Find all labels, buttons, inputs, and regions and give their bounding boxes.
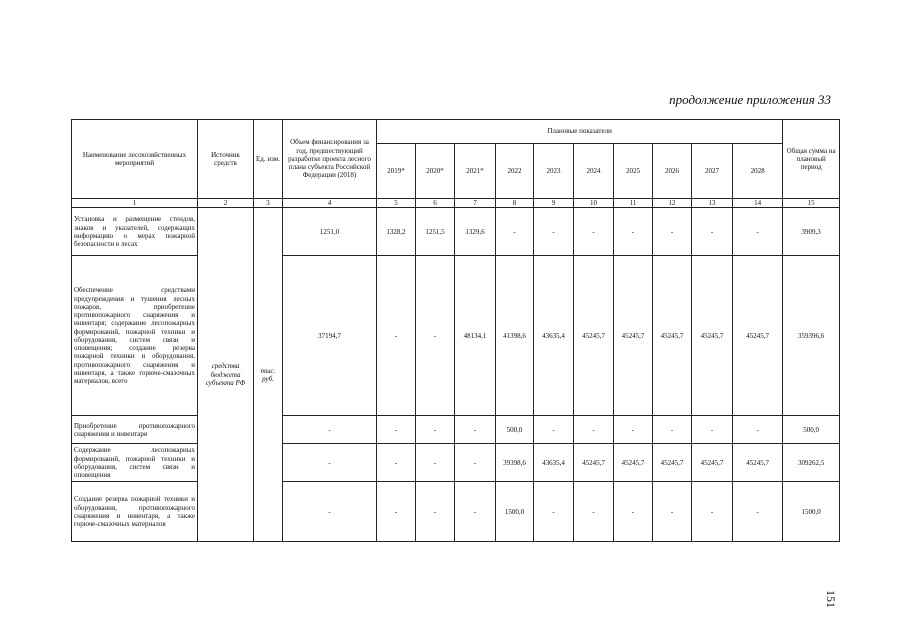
header-year: 2022 [496,144,534,199]
year-cell: 45245,7 [614,444,653,482]
year-cell: - [733,208,783,256]
header-unit: Ед. изм. [254,120,283,199]
year-cell: - [377,444,416,482]
column-number: 2 [198,199,254,208]
column-number: 14 [733,199,783,208]
year-cell: 45245,7 [733,256,783,416]
column-number-row [72,199,840,208]
column-number: 1 [72,199,198,208]
year-cell: - [574,482,614,542]
year-cell: 45245,7 [574,256,614,416]
unit-cell: тыс. руб. [254,208,283,542]
row-name: Обеспечение средствами предупреждения и тушения лесных пожаров, приобретение противопожарного снаряжения и инвентаря; содержание лесопожарных формирований, пожарной техники и оборудования, систем связи и оповещения; создание резерва пожарной техники и оборудования, противопожарного снаряжения и инвентаря, а также горюче-смазочных материалов, всего [72,256,198,416]
year-cell: - [574,208,614,256]
table-row [72,482,840,542]
page-number: 151 [824,590,838,608]
year-cell: 45245,7 [692,256,733,416]
year-cell: 48134,1 [455,256,496,416]
table-row [72,416,840,444]
row-name: Установка и размещение стендов, знаков и указателей, содержащих информацию о мерах пожарной безопасности в лесах [72,208,198,256]
year-cell: - [733,482,783,542]
header-name: Наименование лесохозяйственных мероприятий [72,120,198,199]
column-number: 12 [653,199,692,208]
year-cell: - [416,482,455,542]
year-cell: - [496,208,534,256]
header-planned: Плановые показатели [377,120,783,144]
header-year: 2025 [614,144,653,199]
table-row [72,444,840,482]
header-year: 2026 [653,144,692,199]
year-cell: - [455,444,496,482]
year-cell: - [692,208,733,256]
total-cell: 500,0 [783,416,840,444]
year-cell: 43635,4 [534,256,574,416]
column-number: 15 [783,199,840,208]
header-year: 2021* [455,144,496,199]
appendix-subtitle: продолжение приложения 33 [669,92,831,107]
column-number: 13 [692,199,733,208]
row-name: Создание резерва пожарной техники и оборудования, противопожарного снаряжения и инвентаря, а также горюче-смазочных материалов [72,482,198,542]
year-cell: 43635,4 [534,444,574,482]
year-cell: - [692,416,733,444]
year-cell: - [377,256,416,416]
column-number: 3 [254,199,283,208]
year-cell: - [653,416,692,444]
row-name: Содержание лесопожарных формирований, пожарной техники и оборудования, систем связи и оповещения [72,444,198,482]
column-number: 5 [377,199,416,208]
row-name: Приобретение противопожарного снаряжения и инвентаря [72,416,198,444]
total-cell: 3909,3 [783,208,840,256]
table-row [72,208,840,256]
year-cell: 45245,7 [653,444,692,482]
financing-table [71,119,840,542]
year-cell: - [534,208,574,256]
volume-cell: 1251,0 [283,208,377,256]
header-year: 2028 [733,144,783,199]
year-cell: 1500,0 [496,482,534,542]
volume-cell: 37194,7 [283,256,377,416]
year-cell: - [534,416,574,444]
total-cell: 1500,0 [783,482,840,542]
header-year: 2027 [692,144,733,199]
year-cell: - [614,208,653,256]
year-cell: 41398,6 [496,256,534,416]
source-cell: средства бюджета субъекта РФ [198,208,254,542]
year-cell: - [416,256,455,416]
header-year: 2019* [377,144,416,199]
year-cell: - [534,482,574,542]
column-number: 10 [574,199,614,208]
year-cell: - [614,416,653,444]
column-number: 7 [455,199,496,208]
year-cell: 45245,7 [614,256,653,416]
header-year: 2020* [416,144,455,199]
year-cell: 1328,2 [377,208,416,256]
year-cell: 500,0 [496,416,534,444]
column-number: 8 [496,199,534,208]
year-cell: 45245,7 [653,256,692,416]
year-cell: 45245,7 [574,444,614,482]
column-number: 4 [283,199,377,208]
year-cell: 45245,7 [692,444,733,482]
year-cell: - [455,482,496,542]
year-cell: - [733,416,783,444]
volume-cell: - [283,416,377,444]
year-cell: 1329,6 [455,208,496,256]
total-cell: 359396,6 [783,256,840,416]
volume-cell: - [283,482,377,542]
year-cell: 39398,6 [496,444,534,482]
header-source: Источник средств [198,120,254,199]
column-number: 9 [534,199,574,208]
year-cell: 1251,5 [416,208,455,256]
year-cell: - [614,482,653,542]
total-cell: 309262,5 [783,444,840,482]
header-year: 2023 [534,144,574,199]
volume-cell: - [283,444,377,482]
year-cell: - [653,208,692,256]
table-row [72,256,840,416]
header-volume: Объем финансирования за год, предшествующий разработке проекта лесного плана субъекта Российской Федерации (2018) [283,120,377,199]
year-cell: - [377,416,416,444]
year-cell: - [455,416,496,444]
column-number: 6 [416,199,455,208]
header-year: 2024 [574,144,614,199]
year-cell: - [416,444,455,482]
year-cell: - [692,482,733,542]
year-cell: - [416,416,455,444]
year-cell: - [653,482,692,542]
year-cell: - [377,482,416,542]
column-number: 11 [614,199,653,208]
header-total: Общая сумма на плановый период [783,120,840,199]
year-cell: - [574,416,614,444]
year-cell: 45245,7 [733,444,783,482]
